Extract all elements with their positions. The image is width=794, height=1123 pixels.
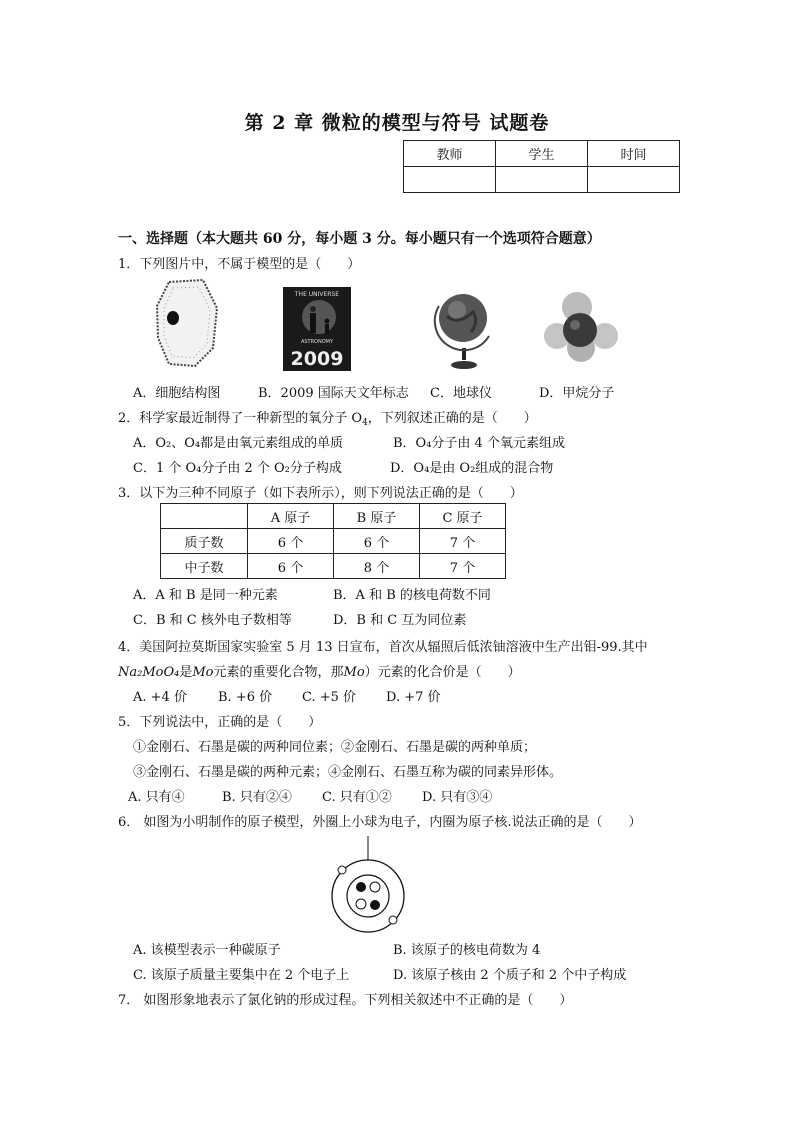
info-field-time[interactable] [588,167,680,193]
q5-statement-1: ①金刚石、石墨是碳的两种同位素；②金刚石、石墨是碳的两种单质； [133,740,537,755]
q4-line1: 4．美国阿拉莫斯国家实验室 5 月 13 日宣布，首次从辐照后低浓铀溶液中生产出钼-99.其中 [118,640,648,655]
q6-option-b: B. 该原子的核电荷数为 4 [393,943,541,958]
page-title: 第 2 章 微粒的模型与符号 试题卷 [244,112,550,134]
info-field-teacher[interactable] [404,167,496,193]
q1-stem: 1．下列图片中，不属于模型的是（ ） [118,257,361,272]
methane-molecule-image [543,290,621,366]
q3-option-a: A．A 和 B 是同一种元素 [133,588,278,603]
q6-stem: 6． 如图为小明制作的原子模型，外圈上小球为电子，内圈为原子核.说法正确的是（ ） [118,815,642,830]
table-header: B 原子 [334,504,420,529]
table-header: C 原子 [420,504,506,529]
table-row [161,504,506,529]
q5-option-c: C. 只有①② [322,790,392,805]
q4-option-b: B. +6 价 [218,690,273,705]
table-cell: 6 个 [248,554,334,579]
q1-option-a: A．细胞结构图 [133,386,221,401]
info-header-time: 时间 [588,141,680,167]
q5-option-d: D. 只有③④ [422,790,493,805]
q2-stem: 2．科学家最近制得了一种新型的氧分子 $O_4$，下列叙述正确的是（ ） [118,411,537,428]
q1-option-d: D．甲烷分子 [539,386,615,401]
table-cell [161,504,248,529]
table-cell: 6 个 [334,529,420,554]
q7-stem: 7． 如图形象地表示了氯化钠的形成过程。下列相关叙述中不正确的是（ ） [118,993,573,1008]
info-header-teacher: 教师 [404,141,496,167]
q1-option-c: C．地球仪 [430,386,492,401]
section-heading: 一、选择题（本大题共 60 分，每小题 3 分。每小题只有一个选项符合题意） [118,231,601,247]
table-cell: 6 个 [248,529,334,554]
info-field-student[interactable] [496,167,588,193]
q2-option-a: A．O₂、O₄都是由氧元素组成的单质 [133,436,344,451]
q2-option-b: B．O₄分子由 4 个氧元素组成 [393,436,565,451]
q3-stem: 3．以下为三种不同原子（如下表所示），则下列说法正确的是（ ） [118,486,523,501]
globe-image [433,286,495,372]
q3-option-c: C．B 和 C 核外电子数相等 [133,613,292,628]
q4-option-c: C. +5 价 [302,690,357,705]
q1-option-b: B．2009 国际天文年标志 [258,386,409,401]
table-cell: 中子数 [161,554,248,579]
q6-option-a: A. 该模型表示一种碳原子 [133,943,281,958]
table-cell: 7 个 [420,554,506,579]
q4-option-d: D. +7 价 [386,690,441,705]
table-cell: 7 个 [420,529,506,554]
q4-option-a: A. +4 价 [133,690,187,705]
q5-statement-2: ③金刚石、石墨是碳的两种元素；④金刚石、石墨互称为碳的同素异形体。 [133,765,563,780]
q5-option-b: B. 只有②④ [222,790,292,805]
q2-option-c: C．1 个 O₄分子由 2 个 O₂分子构成 [133,461,342,476]
q6-option-d: D. 该原子核由 2 个质子和 2 个中子构成 [393,968,627,983]
atom-model-diagram [328,836,408,932]
logo-text-astronomy: ASTRONOMY [300,339,334,345]
table-cell: 质子数 [161,529,248,554]
q2-option-d: D．O₄是由 O₂组成的混合物 [390,461,554,476]
table-header: A 原子 [248,504,334,529]
q5-stem: 5．下列说法中，正确的是（ ） [118,715,322,730]
logo-year-text: 2009 [290,348,344,370]
logo-text-universe: THE UNIVERSE [294,291,340,298]
table-row [161,529,506,554]
table-cell: 8 个 [334,554,420,579]
q3-option-d: D．B 和 C 互为同位素 [333,613,467,628]
info-table [403,140,680,193]
q5-option-a: A. 只有④ [128,790,185,805]
cell-structure-image [155,278,225,370]
table-row [161,554,506,579]
astronomy-2009-logo [283,287,351,371]
info-header-student: 学生 [496,141,588,167]
q3-option-b: B．A 和 B 的核电荷数不同 [333,588,491,603]
q6-option-c: C. 该原子质量主要集中在 2 个电子上 [133,968,350,983]
atoms-table [160,503,506,579]
q4-line2: Na₂MoO₄是Mo元素的重要化合物，那Mo）元素的化合价是（ ） [118,665,521,680]
